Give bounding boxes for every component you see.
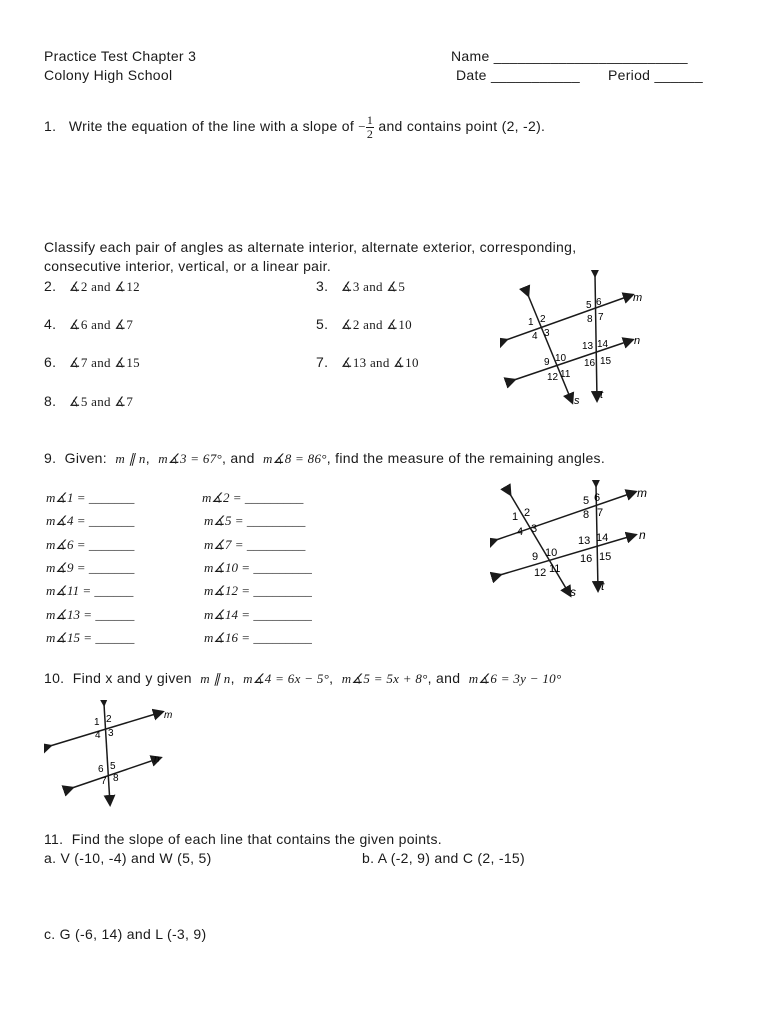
answer-blank: m∡16 = _________ (204, 630, 312, 645)
answer-blank: m∡9 = _______ (46, 560, 135, 575)
angle-label: 4 (532, 331, 538, 342)
angle-label: 3 (108, 728, 114, 739)
question-11: 11. Find the slope of each line that contains the given points. (44, 831, 442, 847)
line-n (514, 340, 632, 380)
angle-label: 6 (594, 492, 601, 504)
angle-label: 4 (95, 730, 101, 741)
line-m (506, 295, 632, 340)
line-n-label: n (154, 754, 160, 765)
question-3: 3. ∡3 and ∡5 (316, 278, 406, 294)
angle-label: 7 (101, 776, 107, 787)
line-s-label: s (574, 395, 580, 407)
answer-blank: m∡14 = _________ (204, 607, 312, 622)
question-number: 1. (44, 118, 57, 135)
angle-label: 4 (517, 526, 524, 538)
answer-blank: m∡7 = _________ (204, 537, 306, 552)
line-t-label: t (600, 389, 604, 401)
angle-label: 1 (528, 317, 534, 328)
question-2: 2. ∡2 and ∡12 (44, 278, 140, 294)
angle-label: 15 (599, 551, 612, 563)
transversal-s (510, 494, 570, 595)
transversal-s (528, 295, 572, 402)
angle-label: 15 (600, 356, 612, 367)
question-5: 5. ∡2 and ∡10 (316, 316, 412, 332)
line-n (500, 535, 635, 575)
answer-blank: m∡2 = _________ (202, 490, 304, 505)
answer-blank: m∡10 = _________ (204, 560, 312, 575)
angle-label: 2 (524, 507, 531, 519)
angle-label: 5 (110, 761, 116, 772)
angle-label: 10 (555, 353, 567, 364)
parallel-lines-diagram (44, 700, 179, 810)
answer-blank: m∡13 = ______ (46, 607, 135, 622)
angle-label: 7 (597, 507, 604, 519)
angle-label: 9 (544, 357, 550, 368)
page-title: Practice Test Chapter 3 (44, 48, 197, 64)
angle-label: 16 (580, 553, 593, 565)
transversal-diagram-2 (490, 480, 655, 605)
angle-label: 1 (512, 511, 519, 523)
angle-label: 9 (532, 551, 539, 563)
answer-blank: m∡11 = ______ (46, 583, 134, 598)
answer-blank: m∡15 = ______ (46, 630, 135, 645)
question-10: 10. Find x and y given m ∥ n, m∡4 = 6x − 5°, m∡5 = 5x + 8°, and m∡6 = 3y − 10° (44, 670, 562, 686)
angle-label: 14 (597, 339, 609, 350)
angle-label: 8 (583, 509, 590, 521)
answer-blank: m∡1 = _______ (46, 490, 135, 505)
question-text: Write the equation of the line with a slope of (68, 118, 355, 135)
angle-label: 5 (586, 300, 592, 311)
line-m-label: m (633, 292, 643, 304)
line-s-label: s (570, 585, 576, 599)
angle-label: 12 (534, 567, 547, 579)
classify-instructions-line2: consecutive interior, vertical, or a linear pair. (44, 258, 332, 274)
angle-label: 3 (531, 523, 538, 535)
angle-label: 11 (549, 563, 561, 575)
question-6: 6. ∡7 and ∡15 (44, 354, 140, 370)
answer-blank: m∡4 = _______ (46, 513, 135, 528)
angle-label: 7 (598, 312, 604, 323)
line-n-label: n (639, 528, 646, 542)
date-field-label: Date ___________ (456, 67, 580, 83)
angle-label: 3 (544, 328, 550, 339)
line-m-label: m (164, 710, 173, 721)
name-field-label: Name ________________________ (451, 48, 688, 64)
angle-label: 1 (94, 717, 100, 728)
angle-label: 5 (583, 495, 590, 507)
question-11c: c. G (-6, 14) and L (-3, 9) (44, 926, 207, 942)
question-4: 4. ∡6 and ∡7 (44, 316, 134, 332)
question-7: 7. ∡13 and ∡10 (316, 354, 419, 370)
transversal-t (595, 275, 597, 400)
angle-label: 8 (587, 314, 593, 325)
question-11b: b. A (-2, 9) and C (2, -15) (362, 850, 525, 866)
transversal-diagram-1 (500, 270, 650, 410)
answer-blank: m∡12 = _________ (204, 583, 312, 598)
line-n-label: n (634, 335, 641, 347)
angle-label: 16 (584, 358, 596, 369)
question-9: 9. Given: m ∥ n, m∡3 = 67°, and m∡8 = 86°, find the measure of the remaining angles. (44, 450, 606, 466)
angle-label: 10 (545, 547, 558, 559)
negative-sign: − (358, 119, 366, 135)
angle-label: 2 (540, 314, 546, 325)
line-t-label: t (601, 579, 605, 593)
question-11a: a. V (-10, -4) and W (5, 5) (44, 850, 212, 866)
school-name: Colony High School (44, 67, 173, 83)
angle-label: 14 (596, 532, 609, 544)
slope-fraction: $\frac{1}{2}$ (366, 113, 374, 141)
question-8: 8. ∡5 and ∡7 (44, 393, 134, 409)
question-1 (44, 114, 545, 141)
period-field-label: Period ______ (608, 67, 703, 83)
angle-label: 8 (113, 773, 119, 784)
angle-label: 13 (582, 341, 594, 352)
classify-instructions-line1: Classify each pair of angles as alternate interior, alternate exterior, corresponding, (44, 239, 577, 255)
answer-blank: m∡5 = _________ (204, 513, 306, 528)
question-text-end: and contains point (2, -2). (378, 118, 546, 135)
angle-label: 11 (560, 369, 571, 380)
angle-label: 12 (547, 372, 559, 383)
angle-label: 6 (596, 297, 602, 308)
angle-label: 13 (578, 535, 591, 547)
angle-label: 6 (98, 764, 104, 775)
line-m-label: m (637, 486, 647, 500)
angle-label: 2 (106, 714, 112, 725)
answer-blank: m∡6 = _______ (46, 537, 135, 552)
